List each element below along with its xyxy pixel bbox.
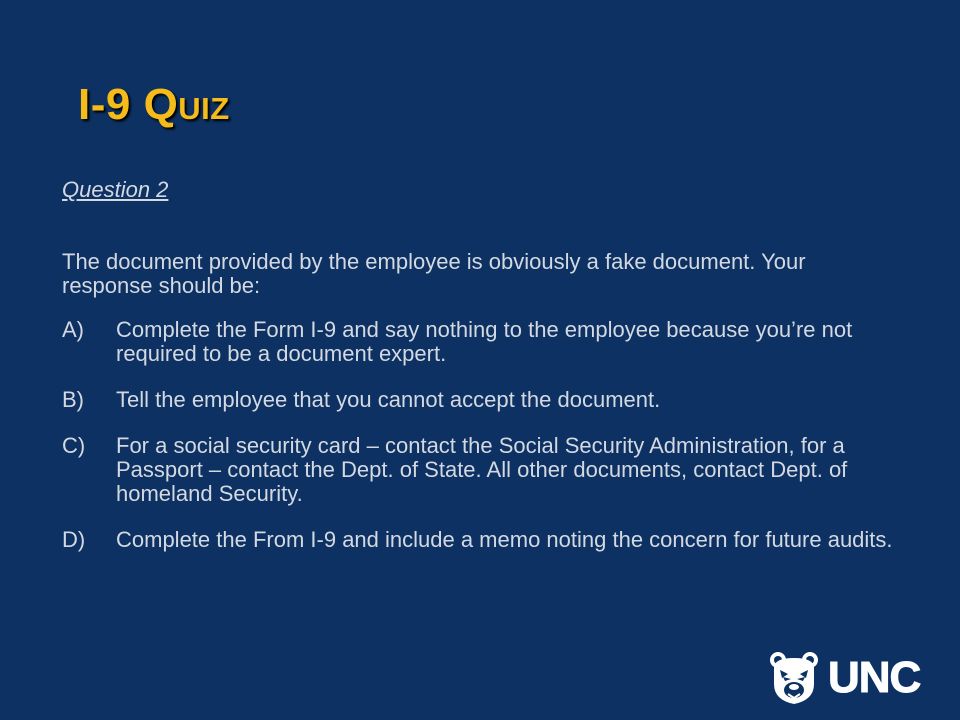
unc-logo bbox=[768, 648, 944, 708]
option-text: For a social security card – contact the Social Security Administration, for a Passport – contact the Dept. of State. All other documents, contact Dept. of homeland Security. bbox=[116, 433, 848, 506]
option-letter: A) bbox=[62, 317, 84, 342]
option-c bbox=[62, 434, 902, 506]
bear-head-icon bbox=[768, 650, 820, 706]
unc-wordmark: UNC bbox=[828, 653, 921, 702]
option-text: Complete the Form I-9 and say nothing to the employee because you’re not required to be a document expert. bbox=[116, 317, 853, 366]
option-letter: D) bbox=[62, 527, 86, 552]
question-label: Question 2 bbox=[62, 177, 169, 202]
option-b bbox=[62, 388, 902, 412]
option-a bbox=[62, 318, 902, 366]
slide-title: I-9 Quiz bbox=[78, 80, 230, 129]
option-d bbox=[62, 528, 902, 552]
option-letter: B) bbox=[62, 387, 84, 412]
option-text: Complete the From I-9 and include a memo noting the concern for future audits. bbox=[116, 527, 893, 552]
option-text: Tell the employee that you cannot accept the document. bbox=[116, 387, 661, 412]
answer-options bbox=[62, 318, 902, 552]
question-prompt: The document provided by the employee is obviously a fake document. Your response should be: bbox=[62, 249, 806, 298]
option-letter: C) bbox=[62, 433, 86, 458]
